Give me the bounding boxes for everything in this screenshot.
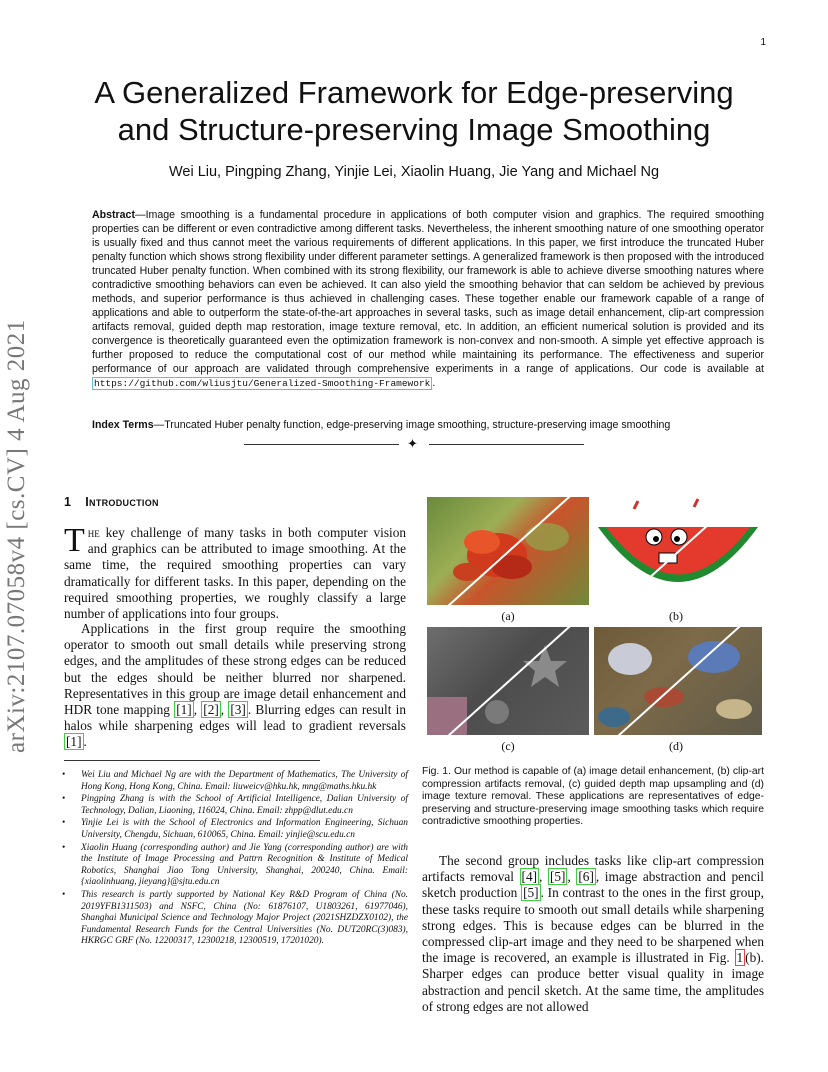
figure-panel-c-depth-map (427, 627, 589, 735)
abstract (92, 208, 764, 391)
arxiv-identifier-stamp: arXiv:2107.07058v4 [cs.CV] 4 Aug 2021 (3, 319, 30, 753)
figure-panel-b-watermelon (594, 497, 762, 605)
citation-link[interactable]: [3] (230, 702, 246, 718)
footnote-item: • Wei Liu and Michael Ng are with the Department of Mathematics, The University of Hong Kong, Hong Kong, China. Email: liuweicv@hku.hk, mng@maths.hku.hk (62, 770, 408, 793)
paper-title (40, 74, 788, 148)
paragraph-text: . In contrast to the ones in the first group, these tasks require to smooth out small details while sharpening strong edges. This is because edges can be blurred in the compressed clip-art image and they need to be sharpened when the image is recovered, an example is illustrated in Fig. (422, 885, 764, 966)
figure-reference-link[interactable]: 1 (736, 950, 744, 966)
paragraph-text: . Blurring edges can result in halos while sharpening edges will lead to gradient reversals (64, 702, 406, 734)
citation-link[interactable]: [2] (203, 702, 219, 718)
paragraph-text: (b). Sharper edges can produce better visual quality in image abstraction and pencil sketch. At the same time, the amplitudes of strong edges are not allowed (422, 950, 764, 1014)
right-column-paragraph (422, 853, 764, 1015)
section-separator (244, 437, 584, 453)
citation-sep: , (193, 702, 202, 718)
panel-label-b: (b) (669, 609, 683, 623)
citation-sep: , (220, 702, 229, 718)
title-line-1: A Generalized Framework for Edge-preserving (94, 75, 734, 110)
paragraph-text: Applications in the first group require the smoothing operator to smooth out small details while preserving strong edges, and the amplitudes of these strong edges can be reduced but the edges should be neither blurred nor sharpened. Representatives in this group are image detail enhancement and HDR tone mapping (64, 621, 406, 718)
separator-diamond-icon: ✦ (407, 436, 418, 451)
figure-caption: Fig. 1. Our method is capable of (a) image detail enhancement, (b) clip-art compression artifacts removal, (c) guided depth map upsampling and (d) image texture removal. These applications are representatives of edge-preserving and structure-preserving image smoothing tasks which require contradictive smoothing properties. (422, 766, 764, 828)
citation-link[interactable]: [1] (176, 702, 192, 718)
author-list: Wei Liu, Pingping Zhang, Yinjie Lei, Xiaolin Huang, Jie Yang and Michael Ng (168, 164, 660, 180)
section-heading (64, 495, 159, 509)
paragraph-text: key challenge of many tasks in both computer vision and graphics can be attributed to image smoothing. At the same time, the required smoothing properties can vary dramatically for different tasks. In this paper, depending on the required smoothing properties, we roughly classify a large number of applications into four groups. (64, 525, 406, 622)
footnote-item: • Yinjie Lei is with the School of Electronics and Information Engineering, Sichuan University, Chengdu, Sichuan, 610065, China. Email: yinjie@scu.edu.cn (62, 818, 408, 841)
abstract-end: . (432, 377, 436, 389)
drop-cap: T (64, 522, 85, 559)
intro-paragraph-1 (64, 522, 406, 622)
paragraph-text: . (83, 734, 87, 750)
citation-link[interactable]: [5] (523, 885, 539, 901)
paragraph-text: , image abstraction and pencil sketch production (422, 869, 765, 901)
footnote-item: • Xiaolin Huang (corresponding author) and Jie Yang (corresponding author) are with the Institute of Image Processing and Pattrn Recognition & Institute of Medical Robotics, Shanghai Jiao Tong University, Shanghai, 200240, China. Email: {xiaolinhuang, jieyang}@sjtu.edu.cn (62, 843, 408, 889)
citation-sep: , (539, 869, 548, 885)
separator-line-right (429, 444, 584, 445)
index-terms-label: Index Terms (92, 419, 154, 431)
abstract-label: Abstract (92, 209, 135, 221)
footnote-rule (64, 760, 320, 761)
panel-label-d: (d) (669, 739, 683, 753)
index-terms (92, 418, 764, 432)
footnotes (62, 770, 408, 949)
footnote-item: • Pingping Zhang is with the School of Artificial Intelligence, Dalian University of Technology, Dalian, Liaoning, 116024, China. Email: zhpp@dlut.edu.cn (62, 794, 408, 817)
index-terms-text: —Truncated Huber penalty function, edge-preserving image smoothing, structure-preserving image smoothing (153, 419, 671, 431)
paragraph-text: The second group includes tasks like clip-art compression artifacts removal (422, 853, 764, 885)
section-title: Introduction (85, 495, 159, 509)
intro-paragraph-2 (64, 621, 406, 751)
citation-link[interactable]: [5] (549, 869, 566, 885)
section-number: 1 (64, 495, 72, 509)
footnote-item: • This research is partly supported by National Key R&D Program of China (No. 2019YFB1311503) and NSFC, China (No: 61876107, U1803261, 61977046), Shanghai Municipal Science and Technology Major Project (2021SHZDZX0102), the Fundamental Research Funds for the Central Universities (No. DUT20RC(3)083), HKRGC GRF (No. 12200317, 12300218, 12300519, 17201020). (62, 890, 408, 948)
panel-label-a: (a) (501, 609, 515, 623)
citation-sep: , (567, 869, 577, 885)
code-link[interactable]: https://github.com/wliusjtu/Generalized-Smoothing-Framework (94, 378, 431, 389)
title-line-2: and Structure-preserving Image Smoothing (117, 112, 711, 147)
citation-link[interactable]: [6] (578, 869, 594, 885)
separator-line-left (244, 444, 399, 445)
panel-label-c: (c) (501, 739, 515, 753)
abstract-text: —Image smoothing is a fundamental procedure in applications of both computer vision and graphics. The required smoothing properties can be different or even contradictive among different tasks. Nevertheless, the inherent smoothing nature of one smoothing operator is usually fixed and thus cannot meet the various requirements of different applications. In this paper, we first introduce the truncated Huber penalty function which shows strong flexibility under different parameter settings. A generalized framework is then proposed with the introduced truncated Huber penalty function. When combined with its strong flexibility, our framework is able to achieve diverse smoothing natures where contradictive smoothing behaviors can even be achieved. It can also yield the smoothing behavior that can seldom be achieved by previous methods, and superior performance is thus achieved in challenging cases. These together enable our framework capable of a range of applications and able to outperform the state-of-the-art approaches in several tasks, such as image detail enhancement, clip-art compression artifacts removal, guided depth map restoration, image texture removal, etc. In addition, an efficient numerical solution is provided and its convergence is theoretically guaranteed even the optimization framework is non-convex and non-smooth. A simple yet effective approach is further proposed to reduce the computational cost of our method while maintaining its performance. The effectiveness and superior performance of our approach are validated through comprehensive experiments in a range of applications. Our code is available at (92, 209, 764, 375)
citation-link[interactable]: [4] (521, 869, 538, 885)
page-number: 1 (760, 37, 766, 48)
drop-cap-lead: he (87, 525, 100, 540)
figure-panel-d-texture (594, 627, 762, 735)
figure-panel-a-flower (427, 497, 589, 605)
citation-link[interactable]: [1] (66, 734, 82, 750)
